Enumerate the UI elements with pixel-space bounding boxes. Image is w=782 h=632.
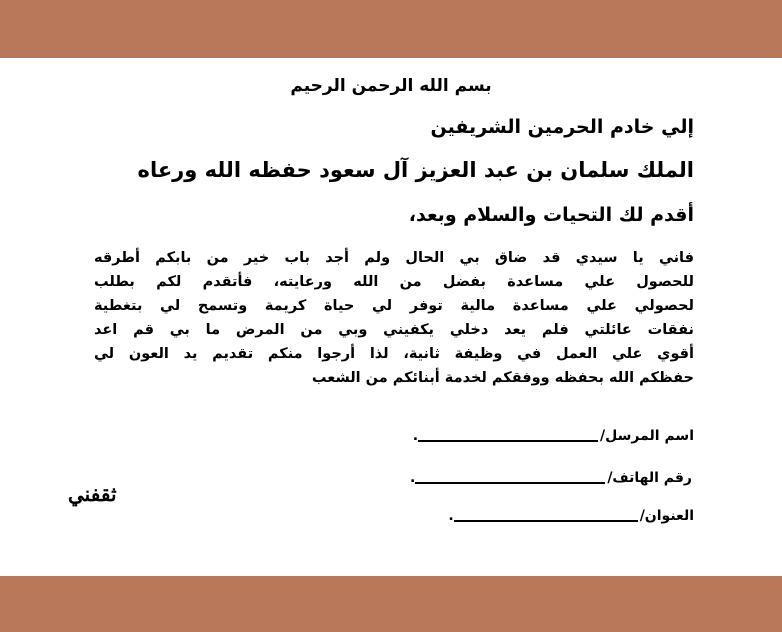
phone-label: رقم الهاتف/ (607, 470, 692, 486)
body-line: لحصولي علي مساعدة مالية توفر لي حياة كريمة وتسمح لي بتغطية (94, 298, 694, 314)
address-label: العنوان/ (639, 508, 694, 524)
addressee-line-1: إلي خادم الحرمين الشريفين (430, 116, 694, 138)
address-field (448, 508, 694, 524)
signature: ثقفني (68, 482, 117, 506)
phone-blank (415, 482, 605, 484)
bottom-decorative-band (0, 576, 782, 632)
body-line: أقوي علي العمل في وظيفة ثانية، لذا أرجوا منكم تقديم يد العون لي (94, 346, 694, 362)
field-end-mark: . (448, 508, 454, 524)
addressee-line-2: الملك سلمان بن عبد العزيز آل سعود حفظه الله ورعاه (137, 158, 694, 182)
basmala: بسم الله الرحمن الرحيم (290, 76, 492, 96)
body-line: حفظكم الله بحفظه ووفقكم لخدمة أبنائكم من الشعب (311, 370, 694, 386)
body-line: فاني يا سيدي قد ضاق بي الحال ولم أجد باب خير من بابكم أطرقه (94, 250, 694, 266)
top-decorative-band (0, 0, 782, 58)
field-end-mark: . (409, 470, 416, 486)
body-line: نفقات عائلتي فلم يعد دخلي يكفيني وبي من المرض ما بي قم اعد (94, 322, 694, 338)
phone-field (410, 470, 692, 486)
sender-name-label: اسم المرسل/ (600, 428, 694, 444)
body-line: للحصول علي مساعدة بفضل من الله ورعايته، فأتقدم لكم بطلب (94, 274, 694, 290)
letter-page (0, 58, 782, 576)
letter-body (94, 246, 694, 390)
address-blank (454, 520, 638, 522)
field-end-mark: . (412, 428, 419, 444)
sender-name-blank (418, 440, 598, 442)
greeting: أقدم لك التحيات والسلام وبعد، (408, 204, 694, 226)
sender-name-field (413, 428, 694, 444)
